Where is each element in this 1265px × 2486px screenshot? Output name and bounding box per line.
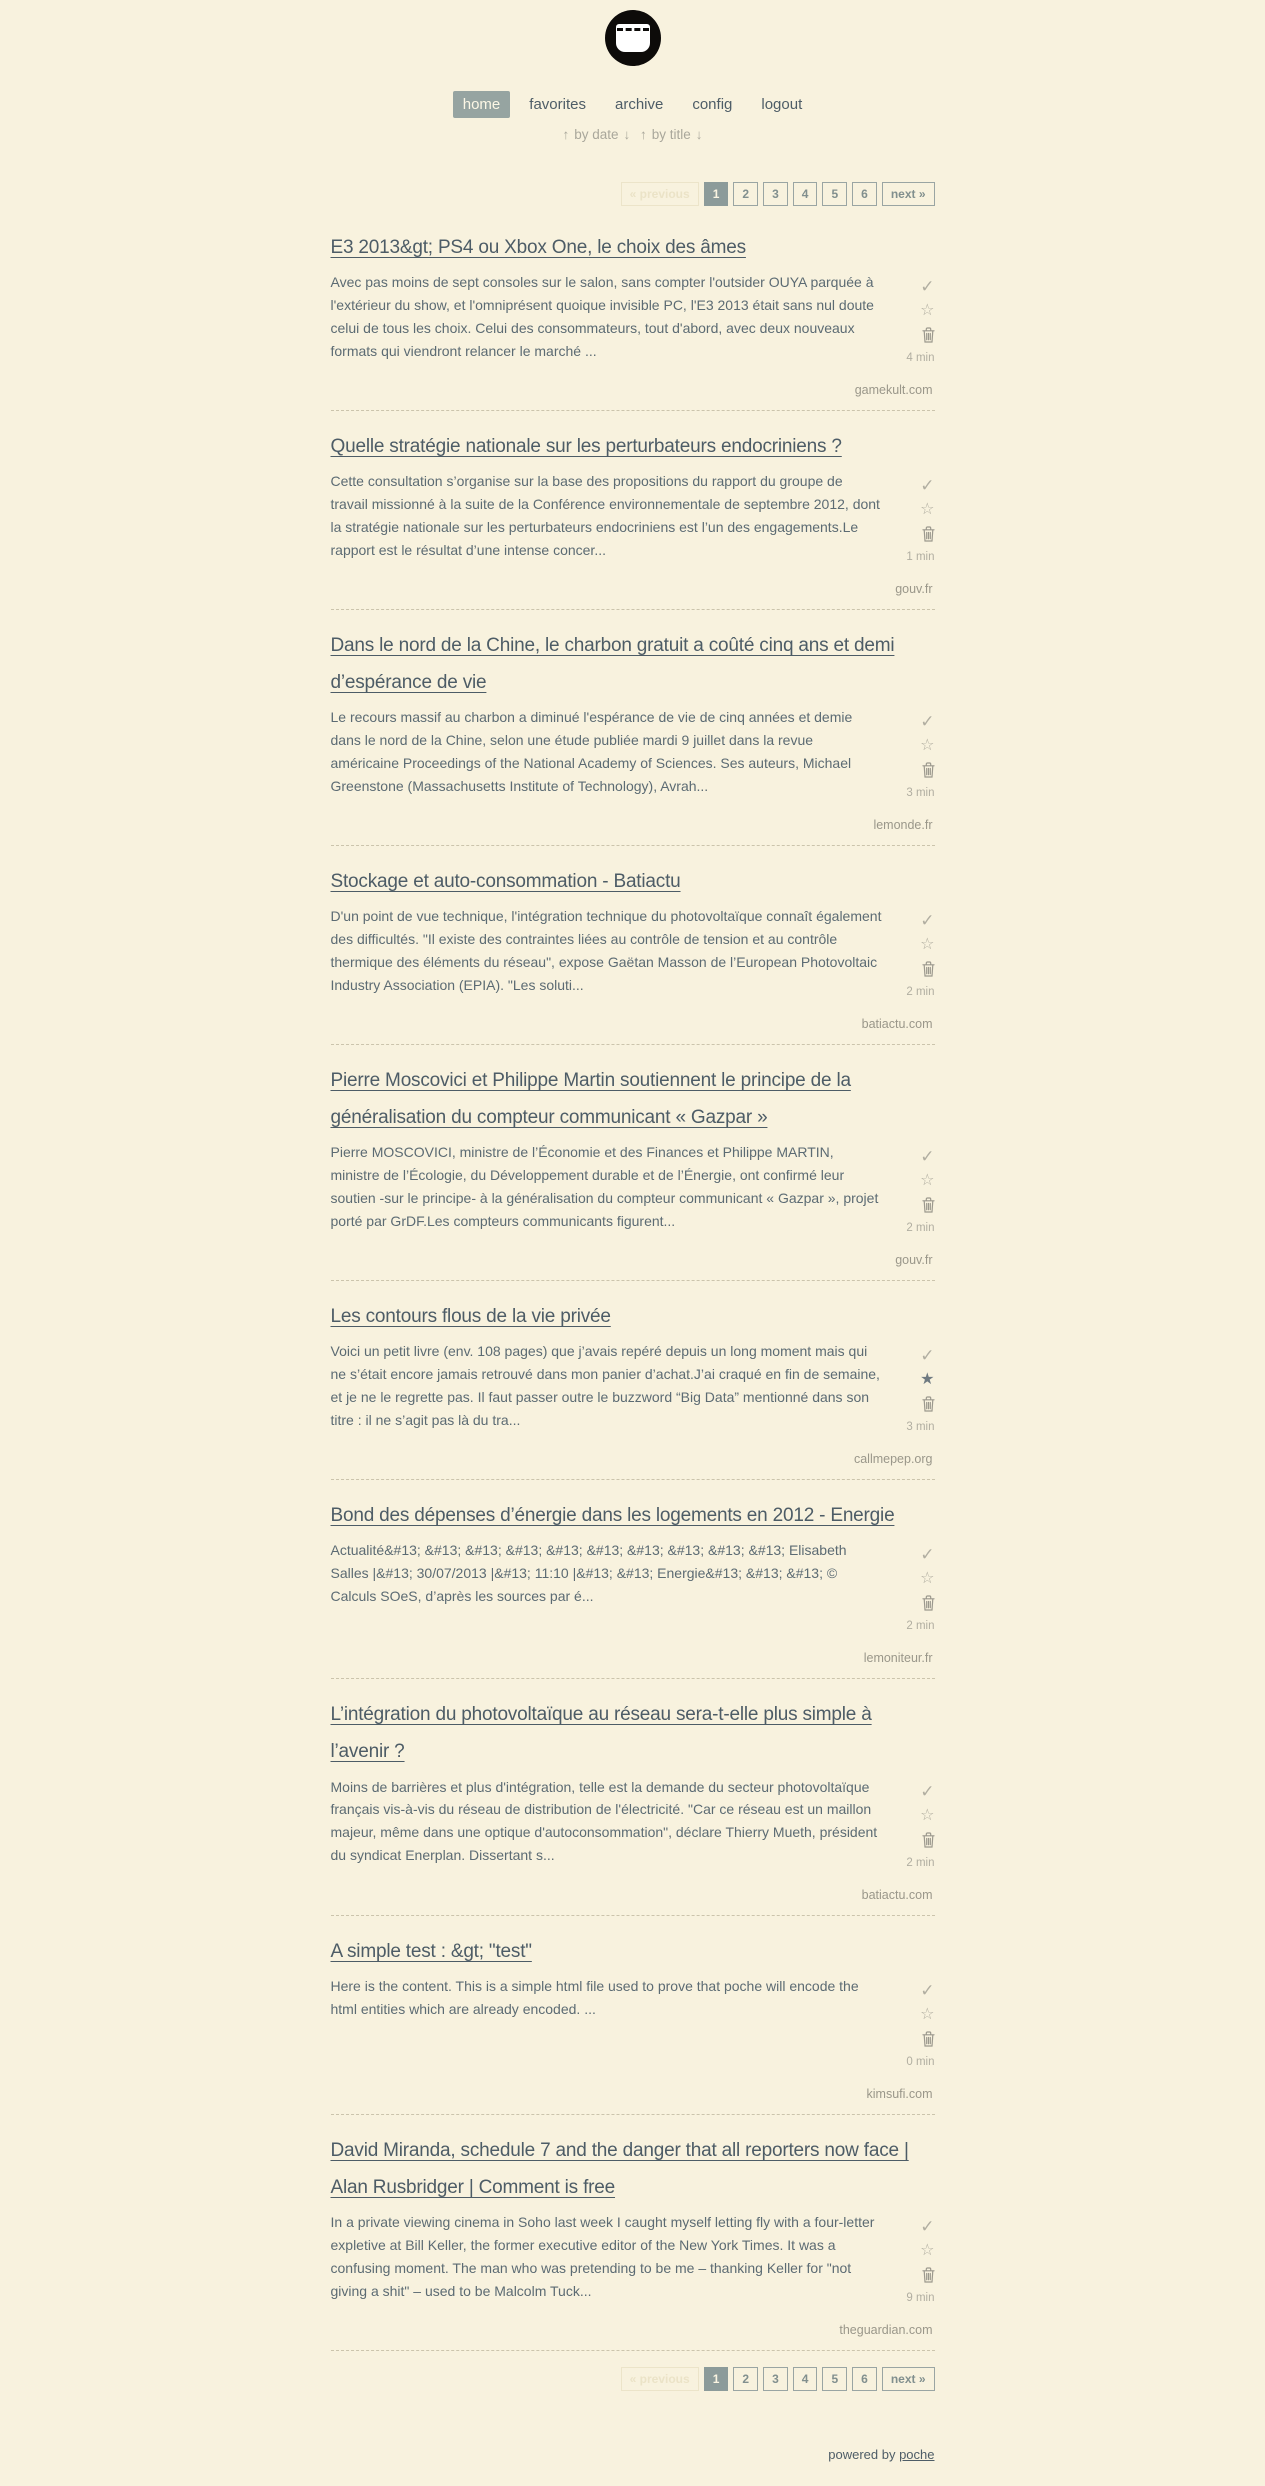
reading-time: 1 min <box>906 551 935 564</box>
entry-body <box>331 1539 935 1639</box>
source-domain-link[interactable]: gouv.fr <box>895 582 933 597</box>
entry-source <box>331 1886 933 1904</box>
entry-excerpt: Avec pas moins de sept consoles sur le salon, sans compter l'outsider OUYA parquée à l'extérieur du show, et l'omniprésent quoique invisible PC, l'E3 2013 était sans nul doute celui de tous les choix. Celui des consommateurs, tout d'abord, avec deux nouveaux formats qui viendront relancer le marché ... <box>330 274 874 359</box>
entry-source <box>331 816 933 834</box>
article-entry <box>331 610 935 846</box>
entry-body <box>331 271 935 371</box>
entry-tools <box>906 1148 934 1234</box>
entry-title <box>331 1696 935 1770</box>
nav-item-favorites[interactable]: favorites <box>529 96 586 113</box>
entry-title <box>331 1497 935 1534</box>
source-domain-link[interactable]: kimsufi.com <box>866 2086 933 2101</box>
article-entry <box>331 1281 935 1480</box>
entry-excerpt: D'un point de vue technique, l'intégration technique du photovoltaïque connaît également des difficultés. "Il existe des contraintes liées au contrôle de tension et au contrôle thermique des éléments du réseau", expose Gaëtan Masson de l’European Photovoltaic Industry Association (EPIA). "Les soluti... <box>330 908 882 994</box>
source-domain-link[interactable]: callmepep.org <box>853 1452 933 1467</box>
sort-by-date-label: by date <box>574 127 619 142</box>
entry-source <box>331 580 933 598</box>
entry-source <box>331 1015 933 1033</box>
source-domain-link[interactable]: gamekult.com <box>854 383 933 398</box>
entry-title <box>331 229 935 266</box>
page-2-button[interactable]: 2 <box>733 2367 758 2391</box>
delete-trash-icon[interactable] <box>922 961 935 977</box>
mark-as-read-check-icon[interactable]: ✓ <box>920 1147 935 1167</box>
entry-title-link[interactable]: David Miranda, schedule 7 and the danger that all reporters now face | Alan Rusbridger | Comment is free <box>330 2139 909 2198</box>
article-entry <box>331 1045 935 1281</box>
delete-trash-icon[interactable] <box>922 2267 935 2283</box>
page-1-button: 1 <box>704 2367 729 2391</box>
delete-trash-icon[interactable] <box>922 762 935 778</box>
next-page-button[interactable]: next » <box>882 182 935 206</box>
source-domain-link[interactable]: gouv.fr <box>895 1253 933 1268</box>
mark-as-read-check-icon[interactable]: ✓ <box>920 712 935 732</box>
nav-item-home[interactable]: home <box>453 91 511 118</box>
entry-body <box>331 2211 935 2311</box>
entry-tools <box>906 713 934 799</box>
pagination-bottom <box>331 2367 935 2391</box>
favorite-star-icon[interactable]: ☆ <box>920 1172 935 1190</box>
entry-title <box>331 627 935 701</box>
reading-time: 2 min <box>906 1856 935 1869</box>
mark-as-read-check-icon[interactable]: ✓ <box>920 277 935 297</box>
entry-excerpt: In a private viewing cinema in Soho last week I caught myself letting fly with a four-letter expletive at Bill Keller, the former executive editor of the New York Times. It was a confusing moment. The man who was pretending to be me – thanking Keller for "not giving a shit" – used to be Malcolm Tuck... <box>330 2213 875 2299</box>
page-3-button[interactable]: 3 <box>763 182 788 206</box>
sort-by-title-label: by title <box>651 127 691 142</box>
reading-time: 2 min <box>906 1222 935 1235</box>
page-5-button[interactable]: 5 <box>822 182 847 206</box>
entry-tools <box>906 1347 934 1433</box>
entry-body <box>331 905 935 1005</box>
favorite-star-icon[interactable]: ★ <box>920 1371 935 1389</box>
mark-as-read-check-icon[interactable]: ✓ <box>920 1346 935 1366</box>
entry-tools <box>906 1783 934 1869</box>
mark-as-read-check-icon[interactable]: ✓ <box>920 476 935 496</box>
favorite-star-icon[interactable]: ☆ <box>920 1806 935 1824</box>
page-5-button[interactable]: 5 <box>822 2367 847 2391</box>
pagination-top <box>331 182 935 206</box>
entry-body <box>331 1975 935 2075</box>
entry-tools <box>906 912 934 998</box>
source-domain-link[interactable]: batiactu.com <box>861 1017 933 1032</box>
entry-excerpt: Pierre MOSCOVICI, ministre de l’Économie et des Finances et Philippe MARTIN, ministre de l’Écologie, du Développement durable et de l’Énergie, ont confirmé leur soutien -sur le principe- à la généralisation du compteur communicant « Gazpar », projet porté par GrDF.Les compteurs communicants figurent... <box>330 1144 879 1230</box>
article-entry <box>331 1916 935 2115</box>
article-entry <box>331 2115 935 2351</box>
entry-title-link[interactable]: L’intégration du photovoltaïque au réseau sera-t-elle plus simple à l’avenir ? <box>330 1704 872 1763</box>
nav-item-logout[interactable]: logout <box>761 96 803 113</box>
entry-body <box>331 470 935 570</box>
page-1-button: 1 <box>704 182 729 206</box>
delete-trash-icon[interactable] <box>922 2031 935 2047</box>
entry-tools <box>906 477 934 563</box>
entries-list <box>331 212 935 2351</box>
entry-tools <box>906 2218 934 2304</box>
entry-excerpt: Actualité&#13; &#13; &#13; &#13; &#13; &#13; &#13; &#13; &#13; &#13; Elisabeth Salles |&#13; 30/07/2013 |&#13; 11:10 |&#13; &#13; Energie&#13; &#13; &#13; © Calculs SOeS, d’après les sources par é... <box>330 1542 847 1605</box>
article-entry <box>331 212 935 411</box>
entry-title-link[interactable]: Bond des dépenses d’énergie dans les logements en 2012 - Energie <box>330 1505 895 1527</box>
favorite-star-icon[interactable]: ☆ <box>920 2241 935 2259</box>
entry-title <box>331 1298 935 1335</box>
reading-time: 3 min <box>906 787 935 800</box>
entry-title <box>331 1062 935 1136</box>
entry-body <box>331 1141 935 1241</box>
entry-source <box>331 1649 933 1667</box>
page-4-button[interactable]: 4 <box>793 2367 818 2391</box>
page-3-button[interactable]: 3 <box>763 2367 788 2391</box>
previous-page-button: « previous <box>621 182 699 206</box>
mark-as-read-check-icon[interactable]: ✓ <box>920 1781 935 1801</box>
entry-body <box>331 706 935 806</box>
reading-time: 2 min <box>906 1620 935 1633</box>
entry-source <box>331 2321 933 2339</box>
page-6-button[interactable]: 6 <box>852 182 877 206</box>
favorite-star-icon[interactable]: ☆ <box>920 501 935 519</box>
article-entry <box>331 846 935 1045</box>
mark-as-read-check-icon[interactable]: ✓ <box>920 911 935 931</box>
delete-trash-icon[interactable] <box>922 1197 935 1213</box>
mark-as-read-check-icon[interactable]: ✓ <box>920 1980 935 2000</box>
delete-trash-icon[interactable] <box>922 1396 935 1412</box>
article-entry <box>331 411 935 610</box>
page-2-button[interactable]: 2 <box>733 182 758 206</box>
entry-excerpt: Le recours massif au charbon a diminué l'espérance de vie de cinq années et demie dans le nord de la Chine, selon une étude publiée mardi 9 juillet dans la revue américaine Proceedings of the National Academy of Sciences. Ses auteurs, Michael Greenstone (Massachusetts Institute of Technology), Avrah... <box>330 709 853 795</box>
poche-logo-icon <box>605 10 661 66</box>
sort-date-desc-icon[interactable]: ↓ <box>623 127 631 142</box>
entry-excerpt: Here is the content. This is a simple html file used to prove that poche will encode the html entities which are already encoded. ... <box>330 1977 859 2017</box>
delete-trash-icon[interactable] <box>922 327 935 343</box>
reading-time: 3 min <box>906 1421 935 1434</box>
delete-trash-icon[interactable] <box>922 1595 935 1611</box>
entry-source <box>331 2085 933 2103</box>
reading-time: 2 min <box>906 986 935 999</box>
favorite-star-icon[interactable]: ☆ <box>920 737 935 755</box>
article-entry <box>331 1679 935 1915</box>
favorite-star-icon[interactable]: ☆ <box>920 936 935 954</box>
entry-tools <box>906 278 934 364</box>
pocket-shape <box>616 24 650 52</box>
entry-excerpt: Voici un petit livre (env. 108 pages) que j’avais repéré depuis un long moment mais qui ne s’était encore jamais retrouvé dans mon panier d’achat.J’ai craqué en fin de semaine, et je ne le regrette pas. Il faut passer outre le buzzword “Big Data” mentionné dans son titre : il ne s’agit pas là du tra... <box>330 1343 880 1429</box>
delete-trash-icon[interactable] <box>922 1832 935 1848</box>
source-domain-link[interactable]: lemonde.fr <box>873 818 933 833</box>
source-domain-link[interactable]: lemoniteur.fr <box>863 1651 933 1666</box>
entry-title-link[interactable]: Quelle stratégie nationale sur les perturbateurs endocriniens ? <box>330 436 842 458</box>
entry-excerpt: Moins de barrières et plus d'intégration, telle est la demande du secteur photovoltaïque français vis-à-vis du réseau de distribution de l'électricité. "Car ce réseau est un maillon majeur, même dans une optique d'autoconsommation", déclare Thierry Mueth, président du syndicat Enerplan. Dissertant s... <box>330 1778 878 1864</box>
powered-by-label: powered by <box>828 2446 896 2462</box>
reading-time: 9 min <box>906 2291 935 2304</box>
entry-body <box>331 1776 935 1876</box>
entry-title-link[interactable]: Les contours flous de la vie privée <box>330 1306 611 1328</box>
entry-body <box>331 1340 935 1440</box>
poche-link[interactable]: poche <box>899 2446 935 2462</box>
entry-title-link[interactable]: Stockage et auto-consommation - Batiactu <box>330 871 681 893</box>
entry-title <box>331 1933 935 1970</box>
entry-title <box>331 2132 935 2206</box>
sort-title-asc-icon[interactable]: ↑ <box>640 127 647 142</box>
entry-title-link[interactable]: A simple test : &gt; "test" <box>330 1940 532 1962</box>
delete-trash-icon[interactable] <box>922 526 935 542</box>
page-footer <box>331 2447 935 2486</box>
main-nav <box>331 91 935 118</box>
page-4-button[interactable]: 4 <box>793 182 818 206</box>
reading-time: 4 min <box>906 352 935 365</box>
entry-title-link[interactable]: Pierre Moscovici et Philippe Martin soutiennent le principe de la généralisation du compteur communicant « Gazpar » <box>330 1070 851 1129</box>
next-page-button[interactable]: next » <box>882 2367 935 2391</box>
article-entry <box>331 1480 935 1679</box>
entry-excerpt: Cette consultation s’organise sur la base des propositions du rapport du groupe de travail missionné à la suite de la Conférence environnementale de septembre 2012, dont la stratégie nationale sur les perturbateurs endocriniens est l’un des engagements.Le rapport est le résultat d’une intense concer... <box>330 473 880 558</box>
entry-tools <box>906 1546 934 1632</box>
entry-title <box>331 863 935 900</box>
entry-source <box>331 1251 933 1269</box>
entry-source <box>331 1450 933 1468</box>
entry-title <box>331 428 935 465</box>
source-domain-link[interactable]: theguardian.com <box>839 2322 933 2337</box>
page-6-button[interactable]: 6 <box>852 2367 877 2391</box>
favorite-star-icon[interactable]: ☆ <box>920 1570 935 1588</box>
nav-item-archive[interactable]: archive <box>614 96 664 113</box>
entry-title-link[interactable]: E3 2013&gt; PS4 ou Xbox One, le choix des âmes <box>330 237 746 258</box>
sort-bar <box>331 127 935 142</box>
source-domain-link[interactable]: batiactu.com <box>861 1887 933 1902</box>
sort-date-asc-icon[interactable]: ↑ <box>562 127 570 142</box>
favorite-star-icon[interactable]: ☆ <box>920 302 935 320</box>
nav-item-config[interactable]: config <box>692 96 733 113</box>
previous-page-button: « previous <box>621 2367 699 2391</box>
entry-tools <box>906 1982 934 2068</box>
mark-as-read-check-icon[interactable]: ✓ <box>920 1545 935 1565</box>
reading-time: 0 min <box>906 2055 935 2068</box>
entry-source <box>331 381 933 399</box>
page-header <box>331 0 935 142</box>
sort-title-desc-icon[interactable]: ↓ <box>695 127 703 142</box>
mark-as-read-check-icon[interactable]: ✓ <box>920 2216 935 2236</box>
content-column <box>331 0 935 2486</box>
entry-title-link[interactable]: Dans le nord de la Chine, le charbon gratuit a coûté cinq ans et demi d’espérance de vie <box>330 635 895 694</box>
favorite-star-icon[interactable]: ☆ <box>920 2005 935 2023</box>
